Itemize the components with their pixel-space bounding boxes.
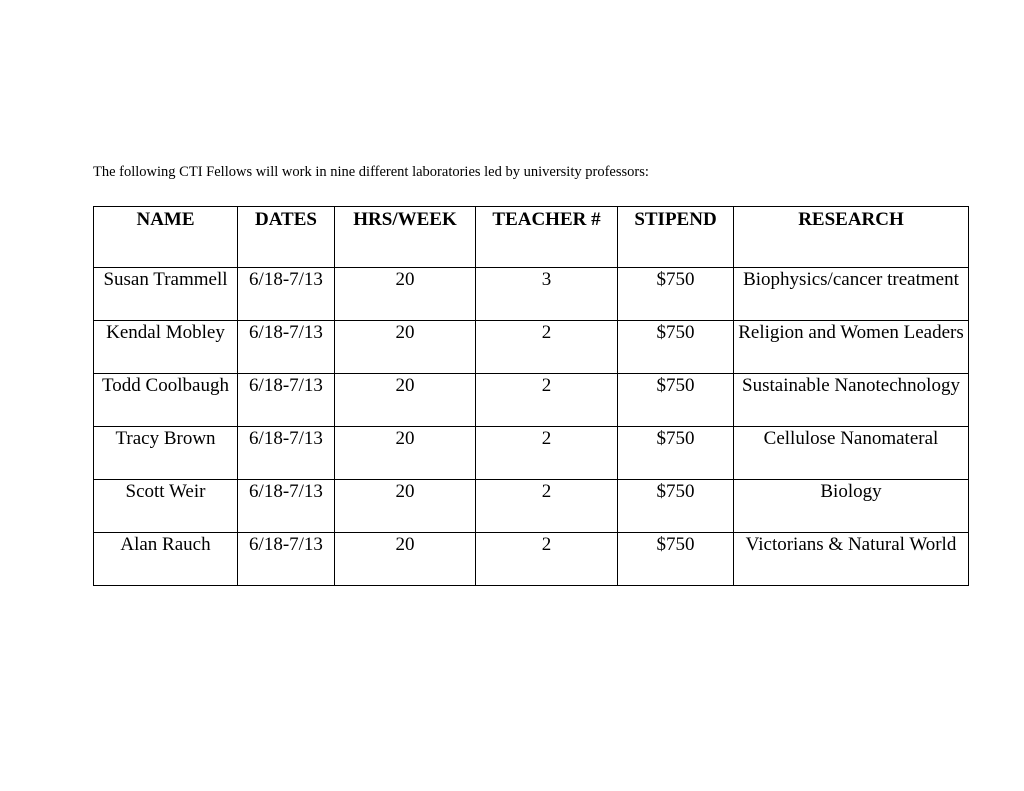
- cell-research: Sustainable Nanotechnology: [734, 374, 969, 427]
- table-row: [94, 480, 969, 533]
- cell-teacher-number: 2: [476, 533, 618, 586]
- header-dates: DATES: [238, 207, 335, 268]
- cell-research: Victorians & Natural World: [734, 533, 969, 586]
- table-row: [94, 321, 969, 374]
- cell-dates: 6/18-7/13: [238, 480, 335, 533]
- cell-dates: 6/18-7/13: [238, 427, 335, 480]
- cell-name: Kendal Mobley: [94, 321, 238, 374]
- header-name: NAME: [94, 207, 238, 268]
- cell-name: Scott Weir: [94, 480, 238, 533]
- cell-dates: 6/18-7/13: [238, 268, 335, 321]
- cell-research: Religion and Women Leaders: [734, 321, 969, 374]
- cell-stipend: $750: [618, 427, 734, 480]
- cell-dates: 6/18-7/13: [238, 374, 335, 427]
- header-stipend: STIPEND: [618, 207, 734, 268]
- cell-hrs-week: 20: [335, 268, 476, 321]
- cell-name: Tracy Brown: [94, 427, 238, 480]
- cell-hrs-week: 20: [335, 321, 476, 374]
- table-row: [94, 533, 969, 586]
- fellows-table: [93, 206, 969, 586]
- cell-teacher-number: 2: [476, 480, 618, 533]
- cell-hrs-week: 20: [335, 533, 476, 586]
- header-teacher-number: TEACHER #: [476, 207, 618, 268]
- cell-hrs-week: 20: [335, 480, 476, 533]
- cell-dates: 6/18-7/13: [238, 321, 335, 374]
- cell-research: Biology: [734, 480, 969, 533]
- cell-teacher-number: 2: [476, 374, 618, 427]
- cell-hrs-week: 20: [335, 374, 476, 427]
- cell-stipend: $750: [618, 268, 734, 321]
- cell-name: Todd Coolbaugh: [94, 374, 238, 427]
- cell-research: Cellulose Nanomateral: [734, 427, 969, 480]
- cell-research: Biophysics/cancer treatment: [734, 268, 969, 321]
- cell-dates: 6/18-7/13: [238, 533, 335, 586]
- header-hrs-week: HRS/WEEK: [335, 207, 476, 268]
- cell-stipend: $750: [618, 480, 734, 533]
- header-research: RESEARCH: [734, 207, 969, 268]
- intro-text: The following CTI Fellows will work in nine different laboratories led by university professors:: [93, 164, 649, 180]
- cell-teacher-number: 2: [476, 321, 618, 374]
- cell-stipend: $750: [618, 321, 734, 374]
- table-header-row: [94, 207, 969, 268]
- cell-name: Susan Trammell: [94, 268, 238, 321]
- table-row: [94, 427, 969, 480]
- table-row: [94, 268, 969, 321]
- cell-hrs-week: 20: [335, 427, 476, 480]
- cell-name: Alan Rauch: [94, 533, 238, 586]
- table-row: [94, 374, 969, 427]
- cell-teacher-number: 3: [476, 268, 618, 321]
- cell-stipend: $750: [618, 533, 734, 586]
- cell-teacher-number: 2: [476, 427, 618, 480]
- cell-stipend: $750: [618, 374, 734, 427]
